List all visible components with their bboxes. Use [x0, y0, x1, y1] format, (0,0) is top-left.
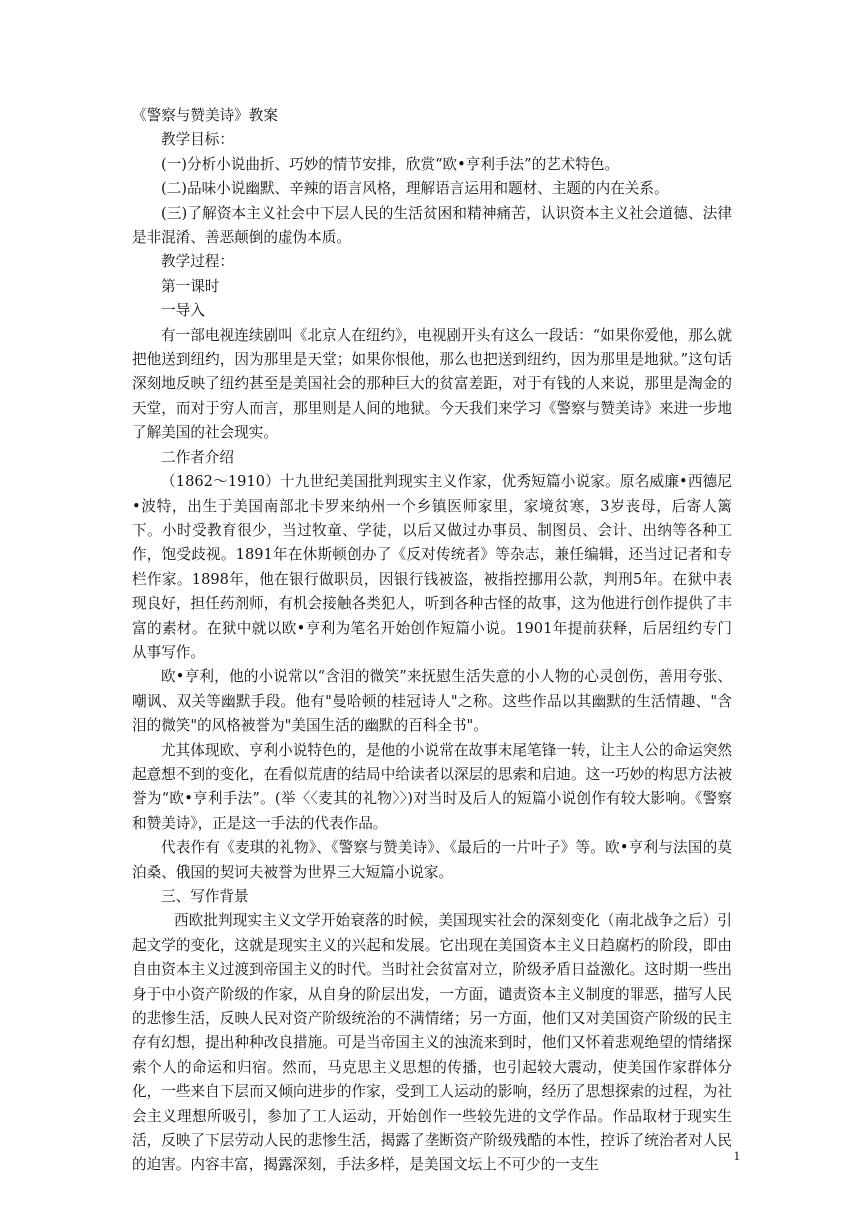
introduction-paragraph: 有一部电视连续剧叫《北京人在纽约》，电视剧开头有这么一段话：“如果你爱他，那么就把他送到纽约，因为那里是天堂；如果你恨他，那么也把送到纽约，因为那里是地狱。”这句话深刻地反映了纽约甚至是美国社会的那种巨大的贫富差距，对于有钱的人来说，那里是淘金的天堂，而对于穷人而言，那里则是人间的地狱。今天我们来学习《警察与赞美诗》来进一步地了解美国的社会现实。 [132, 326, 732, 442]
author-paragraph: （1862～1910）十九世纪美国批判现实主义作家，优秀短篇小说家。原名威廉•西德尼•波特，出生于美国南部北卡罗来纳州一个乡镇医师家里，家境贫寒，3岁丧母，后寄人篱下。小时受教育很少，当过牧童、学徒，以后又做过办事员、制图员、会计、出纳等各种工作，饱受歧视。1891年在休斯顿创办了《反对传统者》等杂志，兼任编辑，还当过记者和专栏作家。1898年，他在银行做职员，因银行钱被盗，被指控挪用公款，判刑5年。在狱中表现良好，担任药剂师，有机会接触各类犯人，听到各种古怪的故事，这为他进行创作提供了丰富的素材。在狱中就以欧•亨利为笔名开始创作短篇小说。1901年提前获释，后居纽约专门从事写作。 [132, 473, 732, 661]
objective-item-1: (一)分析小说曲折、巧妙的情节安排，欣赏“欧•亨利手法”的艺术特色。 [161, 155, 620, 173]
process-heading: 教学过程： [161, 253, 234, 271]
objectives-heading: 教学目标： [161, 131, 234, 149]
page-number: 1 [733, 1148, 740, 1163]
section-heading-introduction: 一导入 [161, 302, 205, 320]
document-title: 《警察与赞美诗》教案 [132, 107, 278, 124]
author-paragraph: 尤其体现欧、亨利小说特色的，是他的小说常在故事末尾笔锋一转，让主人公的命运突然起意想不到的变化，在看似荒唐的结局中给读者以深层的思索和启迪。这一巧妙的构思方法被誉为“欧•亨利手法”。(举〈〈麦其的礼物〉〉)对当时及后人的短篇小说创作有较大影响。《警察和赞美诗》，正是这一手法的代表作品。 [132, 741, 732, 832]
author-paragraph: 欧•亨利，他的小说常以“含泪的微笑”来抚慰生活失意的小人物的心灵创伤，善用夸张、嘲讽、双关等幽默手段。他有"曼哈顿的桂冠诗人"之称。这些作品以其幽默的生活情趣、"含泪的微笑"的风格被誉为"美国生活的幽默的百科全书"。 [132, 668, 732, 735]
objective-item-2: (二)品味小说幽默、辛辣的语言风格，理解语言运用和题材、主题的内在关系。 [161, 180, 669, 198]
document-body [132, 104, 732, 1178]
background-paragraph: 西欧批判现实主义文学开始衰落的时候，美国现实社会的深刻变化（南北战争之后）引起文学的变化，这就是现实主义的兴起和发展。它出现在美国资本主义日趋腐朽的阶段，即由自由资本主义过渡到帝国主义的时代。当时社会贫富对立，阶级矛盾日益激化。这时期一些出身于中小资产阶级的作家，从自身的阶层出发，一方面，谴责资本主义制度的罪恶，描写人民的悲惨生活，反映人民对资产阶级统治的不满情绪；另一方面，他们又对美国资产阶级的民主存有幻想，提出种种改良措施。可是当帝国主义的浊流来到时，他们又怀着悲观绝望的情绪探索个人的命运和归宿。然而，马克思主义思想的传播，也引起较大震动，使美国作家群体分化，一些来自下层而又倾向进步的作家，受到工人运动的影响，经历了思想探索的过程，为社会主义理想所吸引，参加了工人运动，开始创作一些较先进的文学作品。作品取材于现实生活，反映了下层劳动人民的悲惨生活，揭露了垄断资产阶级残酷的本性，控诉了统治者对人民的迫害。内容丰富，揭露深刻，手法多样，是美国文坛上不可少的一支生 [132, 912, 732, 1174]
author-paragraph: 代表作有《麦琪的礼物》、《警察与赞美诗》、《最后的一片叶子》等。欧•亨利与法国的莫泊桑、俄国的契诃夫被誉为世界三大短篇小说家。 [132, 839, 732, 881]
objective-item-3: (三)了解资本主义社会中下层人民的生活贫困和精神痛苦，认识资本主义社会道德、法律是非混淆、善恶颠倒的虚伪本质。 [132, 204, 732, 247]
section-heading-author: 二作者介绍 [161, 448, 234, 466]
lesson-heading: 第一课时 [161, 277, 220, 295]
section-heading-background: 三、写作背景 [161, 888, 249, 905]
